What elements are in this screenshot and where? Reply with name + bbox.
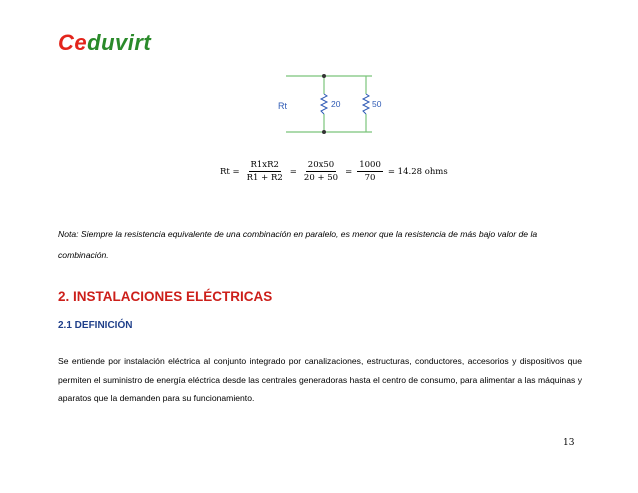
junction-dot	[322, 74, 326, 78]
junction-dot	[322, 130, 326, 134]
formula-lhs: Rt =	[220, 166, 240, 177]
ceduvirt-logo	[58, 30, 151, 56]
fraction-2-denominator: 20 + 50	[303, 173, 339, 183]
fraction-3-denominator: 70	[364, 173, 376, 183]
formula-result: = 14.28 ohms	[387, 166, 448, 177]
logo-part-2: duvirt	[87, 30, 152, 55]
fraction-3-numerator: 1000	[359, 160, 381, 170]
parallel-circuit-diagram	[280, 70, 390, 136]
definition-paragraph: Se entiende por instalación eléctrica al conjunto integrado por canalizaciones, estructuras, conductores, accesorios y dispositivos que permiten el suministro de energía eléctrica desde las centrales generadoras hasta el centro de consumo, para alimentar a las máquinas y aparatos que la demanden para su funcionamiento.	[58, 356, 582, 403]
resistor-2-symbol	[363, 94, 369, 114]
fraction-1	[245, 160, 285, 183]
note-paragraph: Nota: Siempre la resistencia equivalente de una combinación en paralelo, es menor que la resistencia de más bajo valor de la combinación.	[58, 229, 538, 260]
rt-label: Rt	[278, 101, 287, 111]
fraction-1-denominator: R1 + R2	[246, 173, 283, 183]
resistor-2-label: 50	[372, 99, 382, 109]
circuit-wires	[286, 76, 372, 132]
equals-sign: =	[289, 166, 297, 177]
resistor-1-label: 20	[331, 99, 341, 109]
page-number: 13	[563, 438, 575, 448]
fraction-2	[302, 160, 340, 183]
subsection-heading: 2.1 DEFINICIÓN	[58, 320, 133, 331]
fraction-1-numerator: R1xR2	[250, 160, 279, 170]
fraction-2-numerator: 20x50	[307, 160, 335, 170]
equivalent-resistance-formula	[218, 160, 450, 183]
logo-part-1: Ce	[58, 30, 88, 55]
section-heading: 2. INSTALACIONES ELÉCTRICAS	[58, 289, 273, 304]
fraction-3	[357, 160, 383, 183]
equals-sign: =	[345, 166, 353, 177]
resistor-1-symbol	[321, 94, 327, 114]
